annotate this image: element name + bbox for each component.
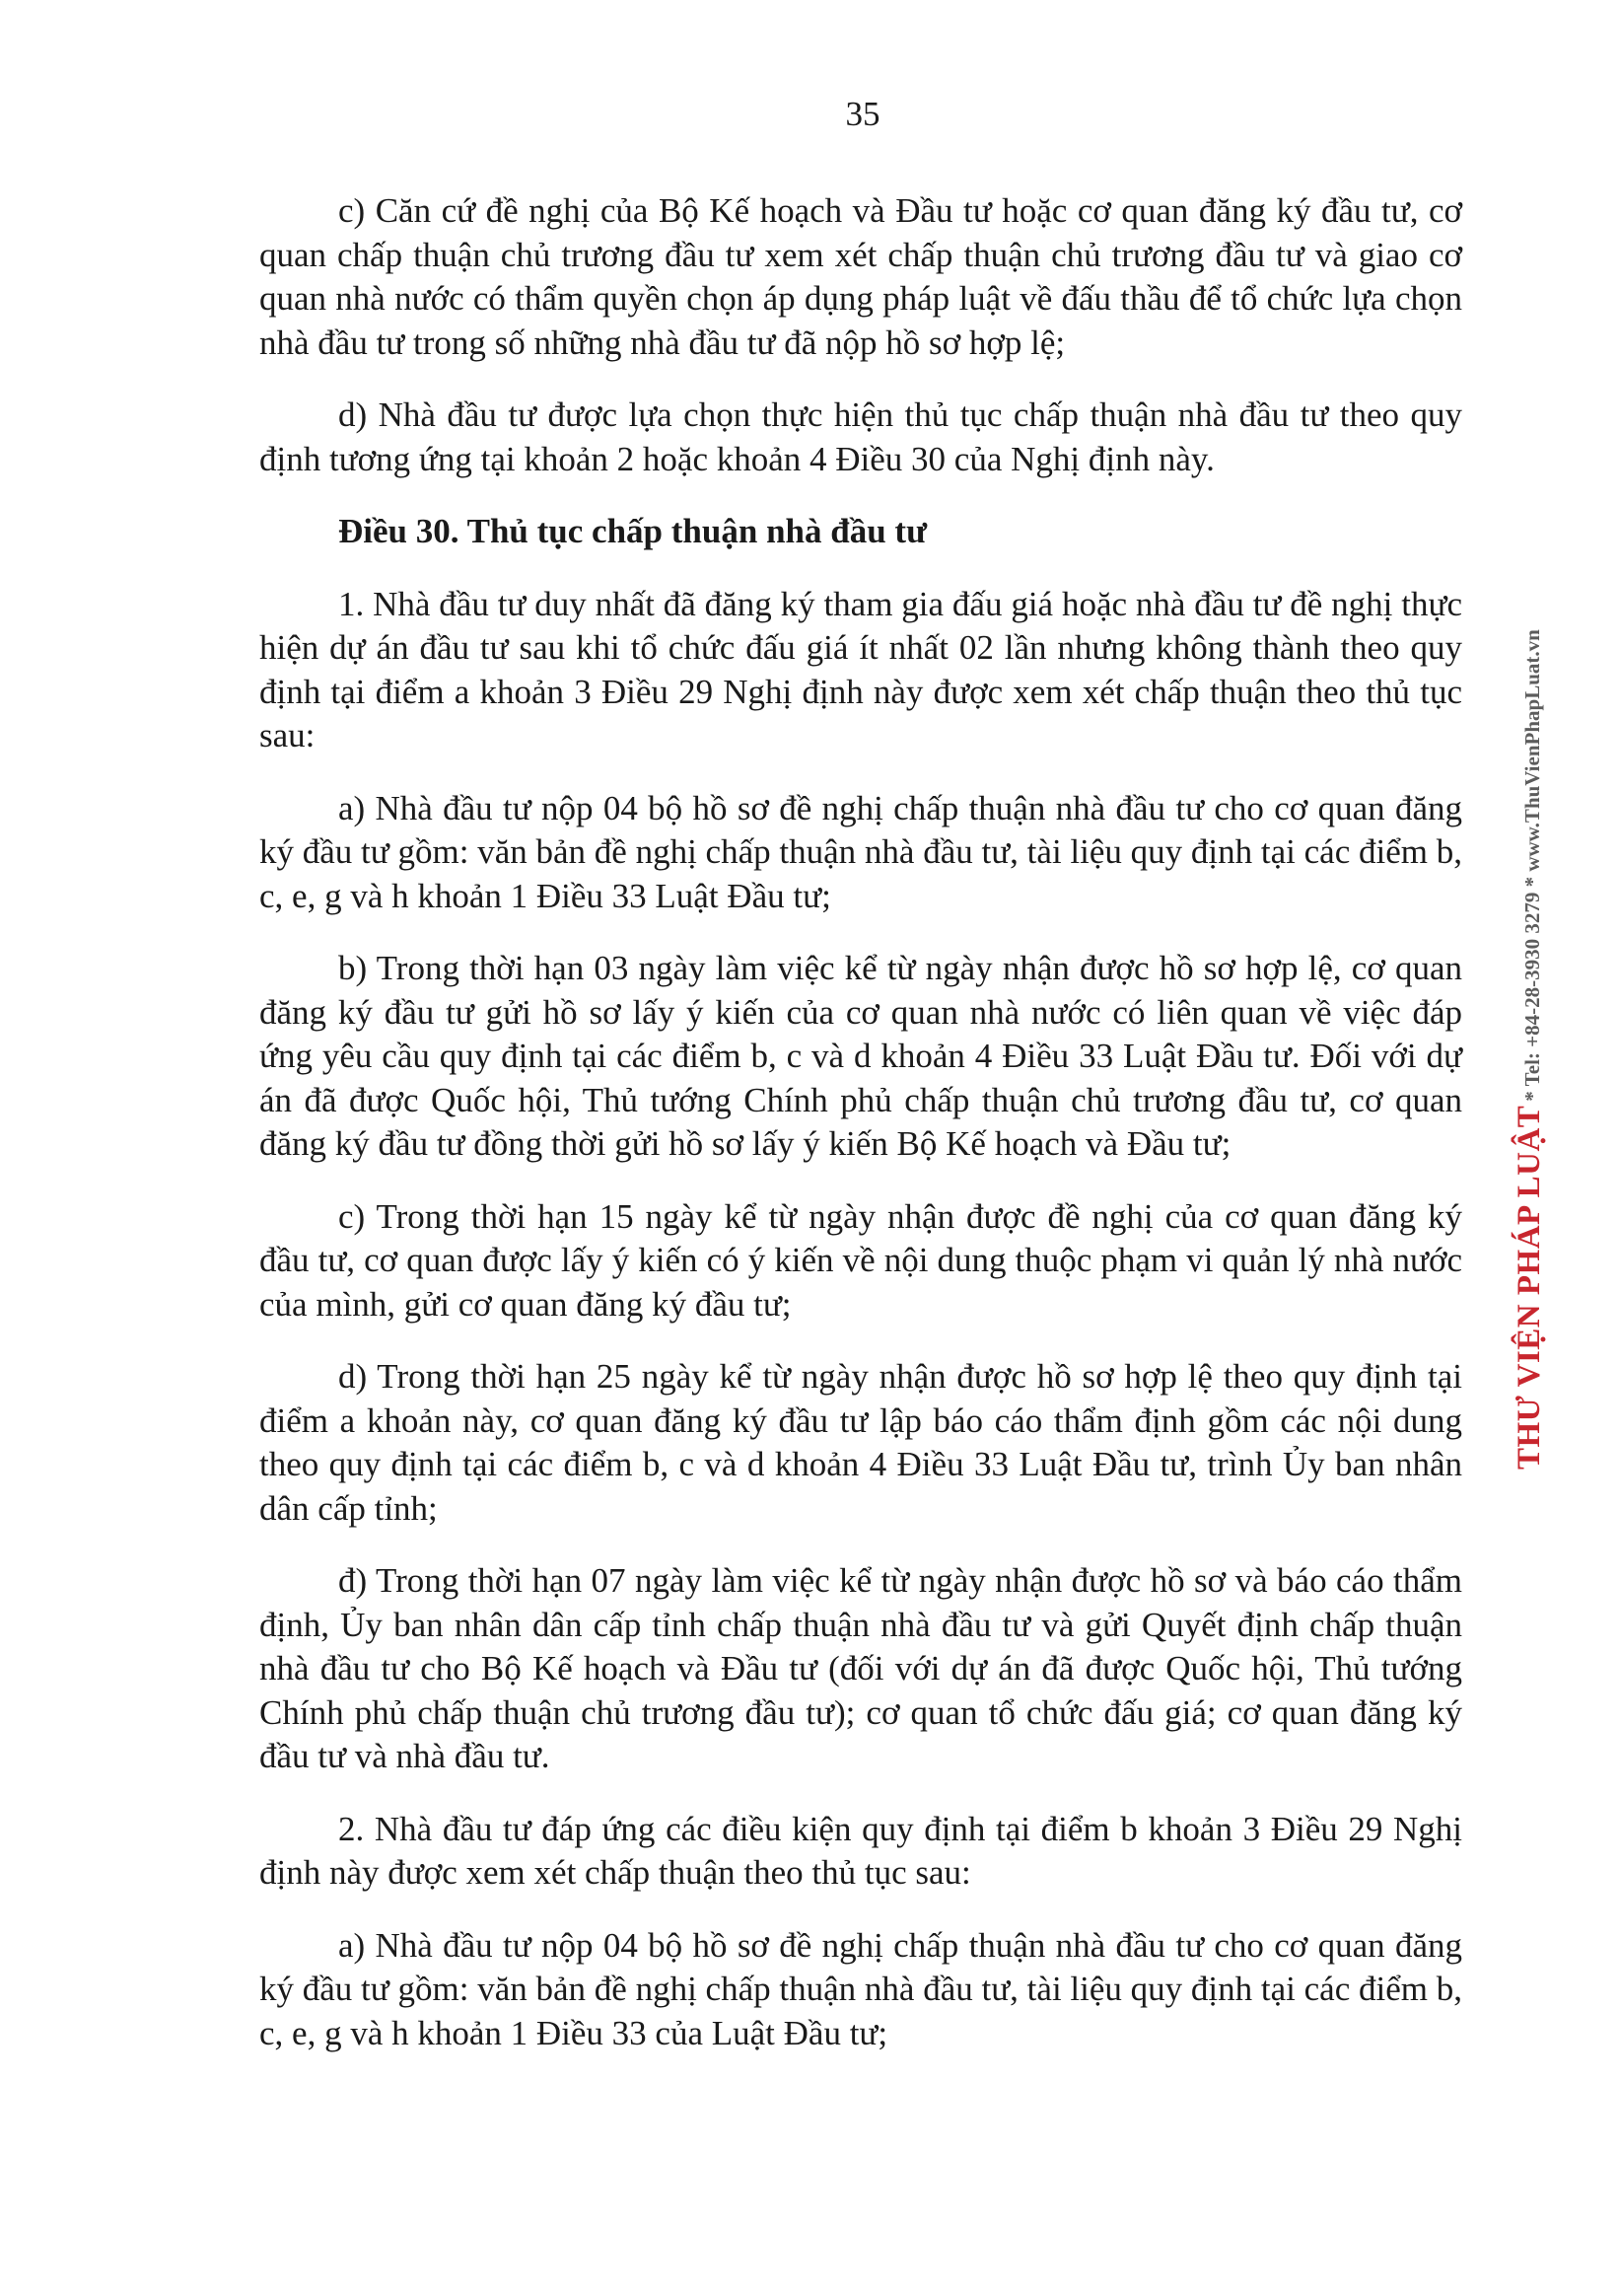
paragraph-clause-1-point-b: b) Trong thời hạn 03 ngày làm việc kể từ ngày nhận được hồ sơ hợp lệ, cơ quan đăng ký đầu tư gửi hồ sơ lấy ý kiến của cơ quan nhà nước có liên quan về việc đáp ứng yêu cầu quy định tại các điểm b, c và d khoản 4 Điều 33 Luật Đầu tư. Đối với dự án đã được Quốc hội, Thủ tướng Chính phủ chấp thuận chủ trương đầu tư, cơ quan đăng ký đầu tư đồng thời gửi hồ sơ lấy ý kiến Bộ Kế hoạch và Đầu tư; xyxy=(259,949,1462,1163)
watermark-contact: * Tel: +84-28-3930 3279 * www.ThuVienPhapLuat.vn xyxy=(1520,629,1544,1102)
paragraph-clause-2: 2. Nhà đầu tư đáp ứng các điều kiện quy định tại điểm b khoản 3 Điều 29 Nghị định này được xem xét chấp thuận theo thủ tục sau: xyxy=(259,1809,1462,1892)
paragraph-clause-2-point-a: a) Nhà đầu tư nộp 04 bộ hồ sơ đề nghị chấp thuận nhà đầu tư cho cơ quan đăng ký đầu tư gồm: văn bản đề nghị chấp thuận nhà đầu tư, tài liệu quy định tại các điểm b, c, e, g và h khoản 1 Điều 33 của Luật Đầu tư; xyxy=(259,1925,1462,2052)
side-watermark xyxy=(1512,629,1547,1471)
paragraph-clause-1-point-a: a) Nhà đầu tư nộp 04 bộ hồ sơ đề nghị chấp thuận nhà đầu tư cho cơ quan đăng ký đầu tư gồm: văn bản đề nghị chấp thuận nhà đầu tư, tài liệu quy định tại các điểm b, c, e, g và h khoản 1 Điều 33 Luật Đầu tư; xyxy=(259,788,1462,915)
side-watermark-text xyxy=(1513,629,1546,1470)
paragraph-point-d-selected-investor: d) Nhà đầu tư được lựa chọn thực hiện thủ tục chấp thuận nhà đầu tư theo quy định tương ứng tại khoản 2 hoặc khoản 4 Điều 30 của Nghị định này. xyxy=(259,395,1462,478)
article-30-heading: Điều 30. Thủ tục chấp thuận nhà đầu tư xyxy=(338,512,928,550)
paragraph-clause-1-point-d: d) Trong thời hạn 25 ngày kể từ ngày nhận được hồ sơ hợp lệ theo quy định tại điểm a khoản này, cơ quan đăng ký đầu tư lập báo cáo thẩm định gồm các nội dung theo quy định tại các điểm b, c và d khoản 4 Điều 33 Luật Đầu tư, trình Ủy ban nhân dân cấp tỉnh; xyxy=(259,1357,1462,1528)
paragraph-clause-1-point-dd: đ) Trong thời hạn 07 ngày làm việc kể từ ngày nhận được hồ sơ và báo cáo thẩm định, Ủy ban nhân dân cấp tỉnh chấp thuận nhà đầu tư và gửi Quyết định chấp thuận nhà đầu tư cho Bộ Kế hoạch và Đầu tư (đối với dự án đã được Quốc hội, Thủ tướng Chính phủ chấp thuận chủ trương đầu tư); cơ quan tổ chức đấu giá; cơ quan đăng ký đầu tư và nhà đầu tư. xyxy=(259,1561,1462,1775)
watermark-brand: THƯ VIỆN PHÁP LUẬT xyxy=(1512,1105,1547,1470)
paragraph-clause-1-point-c: c) Trong thời hạn 15 ngày kể từ ngày nhận được đề nghị của cơ quan đăng ký đầu tư, cơ quan được lấy ý kiến có ý kiến về nội dung thuộc phạm vi quản lý nhà nước của mình, gửi cơ quan đăng ký đầu tư; xyxy=(259,1196,1462,1324)
page-number: 35 xyxy=(845,95,880,133)
paragraph-point-c-bidding: c) Căn cứ đề nghị của Bộ Kế hoạch và Đầu tư hoặc cơ quan đăng ký đầu tư, cơ quan chấp thuận chủ trương đầu tư xem xét chấp thuận chủ trương đầu tư và giao cơ quan nhà nước có thẩm quyền chọn áp dụng pháp luật về đấu thầu để tổ chức lựa chọn nhà đầu tư trong số những nhà đầu tư đã nộp hồ sơ hợp lệ; xyxy=(259,191,1462,362)
paragraph-clause-1: 1. Nhà đầu tư duy nhất đã đăng ký tham gia đấu giá hoặc nhà đầu tư đề nghị thực hiện dự án đầu tư sau khi tổ chức đấu giá ít nhất 02 lần nhưng không thành theo quy định tại điểm a khoản 3 Điều 29 Nghị định này được xem xét chấp thuận theo thủ tục sau: xyxy=(259,584,1462,754)
document-body xyxy=(259,189,1462,2084)
